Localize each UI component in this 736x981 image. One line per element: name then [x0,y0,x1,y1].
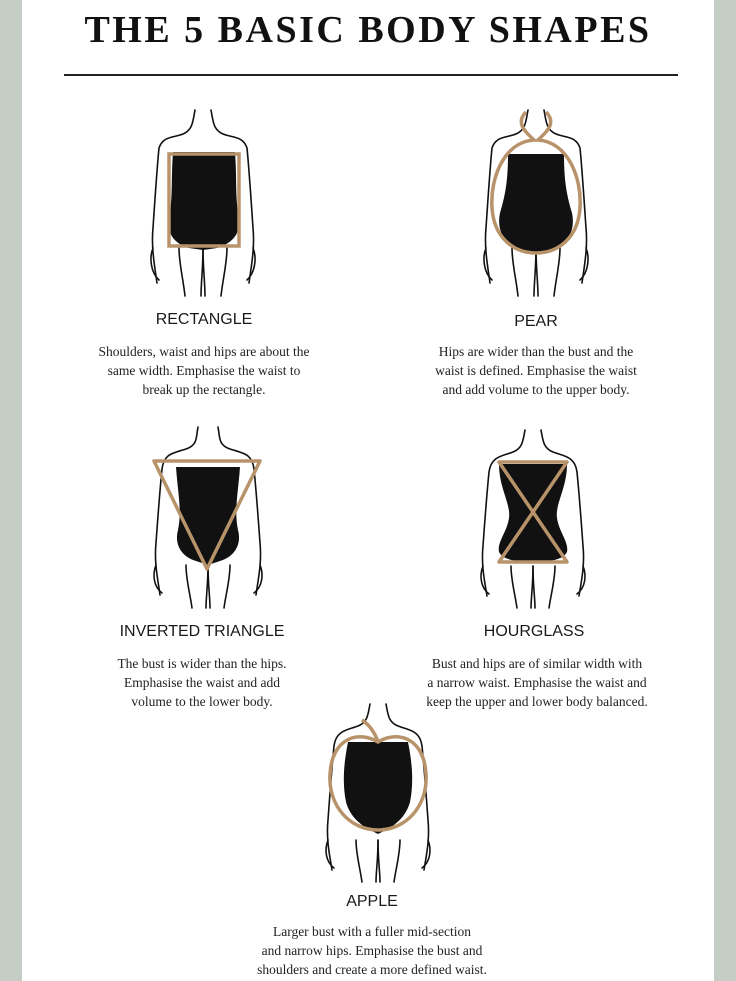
title-divider [64,74,678,76]
shape-description-pear: Hips are wider than the bust and the waist is defined. Emphasise the waist and add volume to the upper body. [435,344,637,397]
rectangle-body-figure [143,108,263,298]
shape-description-inverted-triangle: The bust is wider than the hips. Emphasise the waist and add volume to the lower body. [117,656,287,709]
page-title: THE 5 BASIC BODY SHAPES [84,9,652,51]
inverted-triangle-body-figure [148,425,268,610]
shape-label-inverted-triangle: INVERTED TRIANGLE [119,623,285,640]
shape-description-rectangle: Shoulders, waist and hips are about the same width. Emphasise the waist to break up the rectangle. [98,344,310,397]
shape-description-apple: Larger bust with a fuller mid-section and narrow hips. Emphasise the bust and shoulders and create a more defined waist. [257,924,487,977]
shape-description-hourglass: Bust and hips are of similar width with a narrow waist. Emphasise the waist and keep the upper and lower body balanced. [426,656,648,709]
shape-label-hourglass: HOURGLASS [483,623,585,640]
shape-label-pear: PEAR [514,313,558,330]
shape-label-apple: APPLE [346,893,398,910]
shape-label-rectangle: RECTANGLE [155,311,253,328]
infographic-page [22,0,714,981]
hourglass-body-figure [473,428,593,610]
pear-body-figure [476,108,596,298]
apple-body-figure [318,702,438,884]
